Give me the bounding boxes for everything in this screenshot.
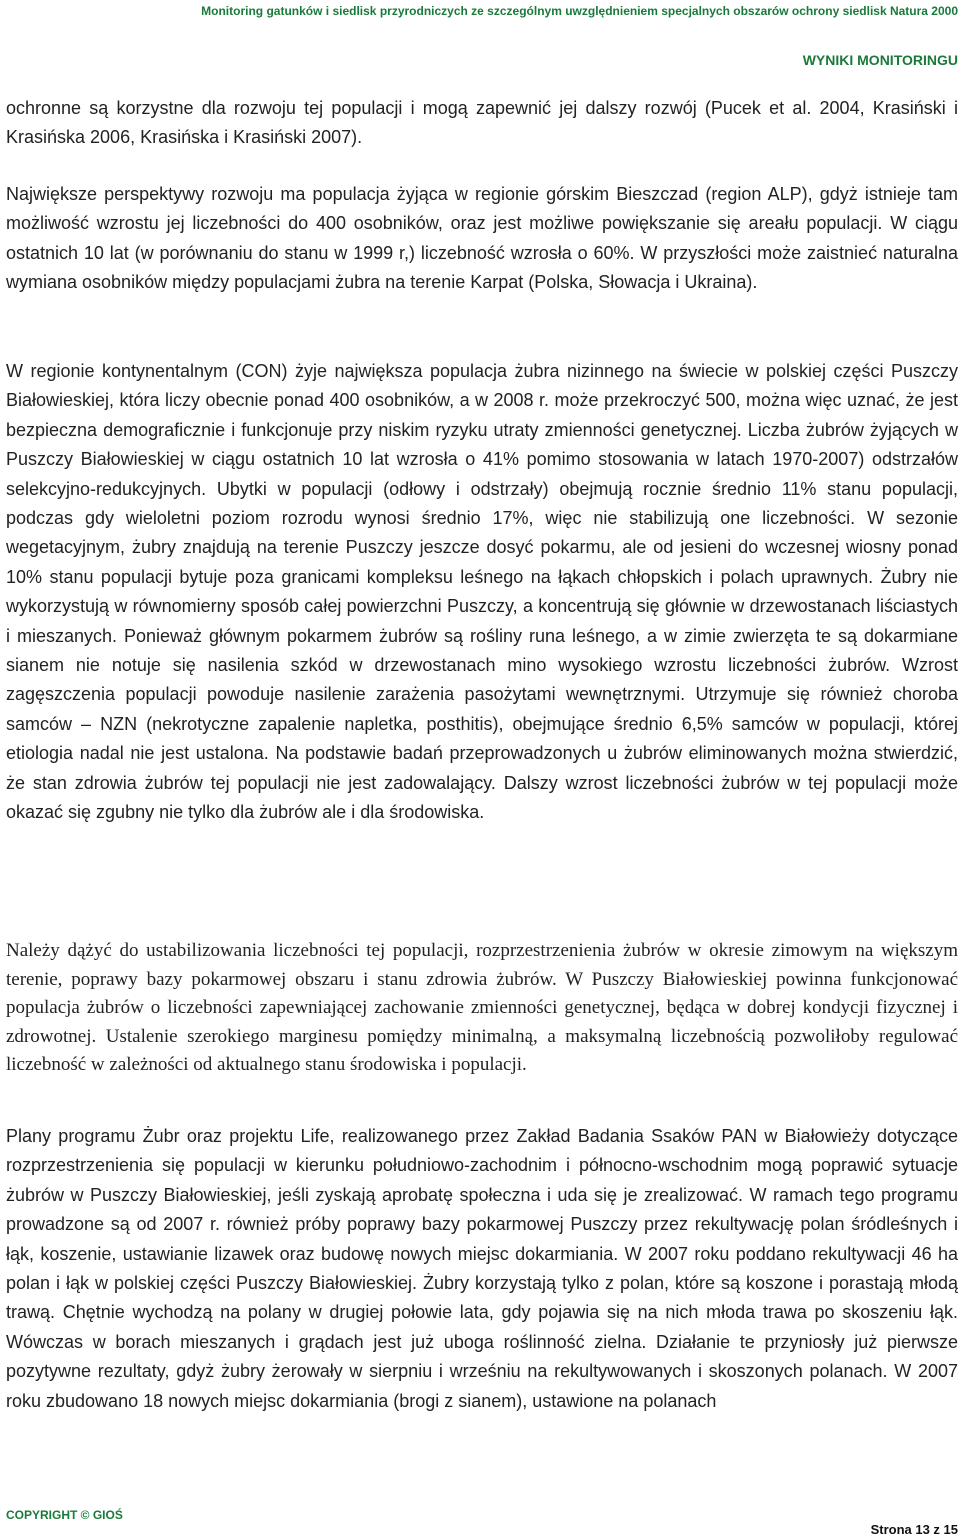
page-number: Strona 13 z 15: [870, 1522, 958, 1537]
running-header-title: Monitoring gatunków i siedlisk przyrodniczych ze szczególnym uwzględnieniem specjalnych obszarów ochrony siedlisk Natura 2000: [201, 4, 958, 18]
paragraph-2: Największe perspektywy rozwoju ma populacja żyjąca w regionie górskim Bieszczad (region ALP), gdyż istnieje tam możliwość wzrostu jej liczebności do 400 osobników, oraz jest możliwe powiększanie się areału populacji. W ciągu ostatnich 10 lat (w porównaniu do stanu w 1999 r,) liczebność wzrosła o 60%. W przyszłości może zaistnieć naturalna wymiana osobników między populacjami żubra na terenie Karpat (Polska, Słowacja i Ukraina).: [6, 184, 958, 293]
section-header: WYNIKI MONITORINGU: [802, 52, 958, 68]
paragraph-4: Należy dążyć do ustabilizowania liczebności tej populacji, rozprzestrzenienia żubrów w okresie zimowym na większym terenie, poprawy bazy pokarmowej obszaru i stanu zdrowia żubrów. W Puszczy Białowieskiej powinna funkcjonować populacja żubrów o liczebności zapewniającej zachowanie zmienności genetycznej, będąca w dobrej kondycji fizycznej i zdrowotnej. Ustalenie szerokiego marginesu pomiędzy minimalną, a maksymalną liczebnością pozwoliłoby regulować liczebność w zależności od aktualnego stanu środowiska i populacji.: [6, 940, 958, 1075]
footer-copyright: COPYRIGHT © GIOŚ: [6, 1508, 123, 1522]
paragraph-5: Plany programu Żubr oraz projektu Life, realizowanego przez Zakład Badania Ssaków PAN w Białowieży dotyczące rozprzestrzenienia się populacji w kierunku południowo-zachodnim i północno-wschodnim mogą poprawić sytuacje żubrów w Puszczy Białowieskiej, jeśli zyskają aprobatę społeczna i uda się je zrealizować. W ramach tego programu prowadzone są od 2007 r. również próby poprawy bazy pokarmowej Puszczy przez rekultywację polan śródleśnych i łąk, koszenie, ustawianie lizawek oraz budowę nowych miejsc dokarmiania. W 2007 roku poddano rekultywacji 46 ha polan i łąk w polskiej części Puszczy Białowieskiej. Żubry korzystają tylko z polan, które są koszone i porastają młodą trawą. Chętnie wychodzą na polany w drugiej połowie lata, gdy pojawia się na nich młoda trawa po skoszeniu łąk. Wówczas w borach mieszanych i grądach jest już uboga roślinność zielna. Działanie te przyniosły już pierwsze pozytywne rezultaty, gdyż żubry żerowały w sierpniu i wrześniu na rekultywowanych i skoszonych polanach. W 2007 roku zbudowano 18 nowych miejsc dokarmiania (brogi z sianem), ustawione na polanach: [6, 1126, 958, 1411]
paragraph-1: ochronne są korzystne dla rozwoju tej populacji i mogą zapewnić jej dalszy rozwój (Pucek et al. 2004, Krasiński i Krasińska 2006, Krasińska i Krasiński 2007).: [6, 98, 958, 148]
paragraph-3: W regionie kontynentalnym (CON) żyje największa populacja żubra nizinnego na świecie w polskiej części Puszczy Białowieskiej, która liczy obecnie ponad 400 osobników, a w 2008 r. może przekroczyć 500, można więc uznać, że jest bezpieczna demograficznie i funkcjonuje przy niskim ryzyku utraty zmienności genetycznej. Liczba żubrów żyjących w Puszczy Białowieskiej w ciągu ostatnich 10 lat wzrosła o 41% pomimo stosowania w latach 1970-2007) odstrzałów selekcyjno-redukcyjnych. Ubytki w populacji (odłowy i odstrzały) obejmują rocznie średnio 11% stanu populacji, podczas gdy wieloletni poziom rozrodu wynosi średnio 17%, więc nie stabilizują one liczebności. W sezonie wegetacyjnym, żubry znajdują na terenie Puszczy jeszcze dosyć pokarmu, ale od jesieni do wczesnej wiosny ponad 10% stanu populacji bytuje poza granicami kompleksu leśnego na łąkach chłopskich i polach uprawnych. Żubry nie wykorzystują w równomierny sposób całej powierzchni Puszczy, a koncentrują się głównie w drzewostanach liściastych i mieszanych. Ponieważ głównym pokarmem żubrów są rośliny runa leśnego, a w zimie zwierzęta te są dokarmiane sianem nie notuje się nasilenia szkód w drzewostanach mino wysokiego wzrostu liczebności żubrów. Wzrost zagęszczenia populacji powoduje nasilenie zarażenia pasożytami wewnętrznymi. Utrzymuje się również choroba samców – NZN (nekrotyczne zapalenie napletka, posthitis), obejmujące średnio 6,5% samców w populacji, której etiologia nadal nie jest ustalona. Na podstawie badań przeprowadzonych u żubrów eliminowanych można stwierdzić, że stan zdrowia żubrów tej populacji nie jest zadowalający. Dalszy wzrost liczebności żubrów w tej populacji może okazać się zgubny nie tylko dla żubrów ale i dla środowiska.: [6, 361, 958, 823]
